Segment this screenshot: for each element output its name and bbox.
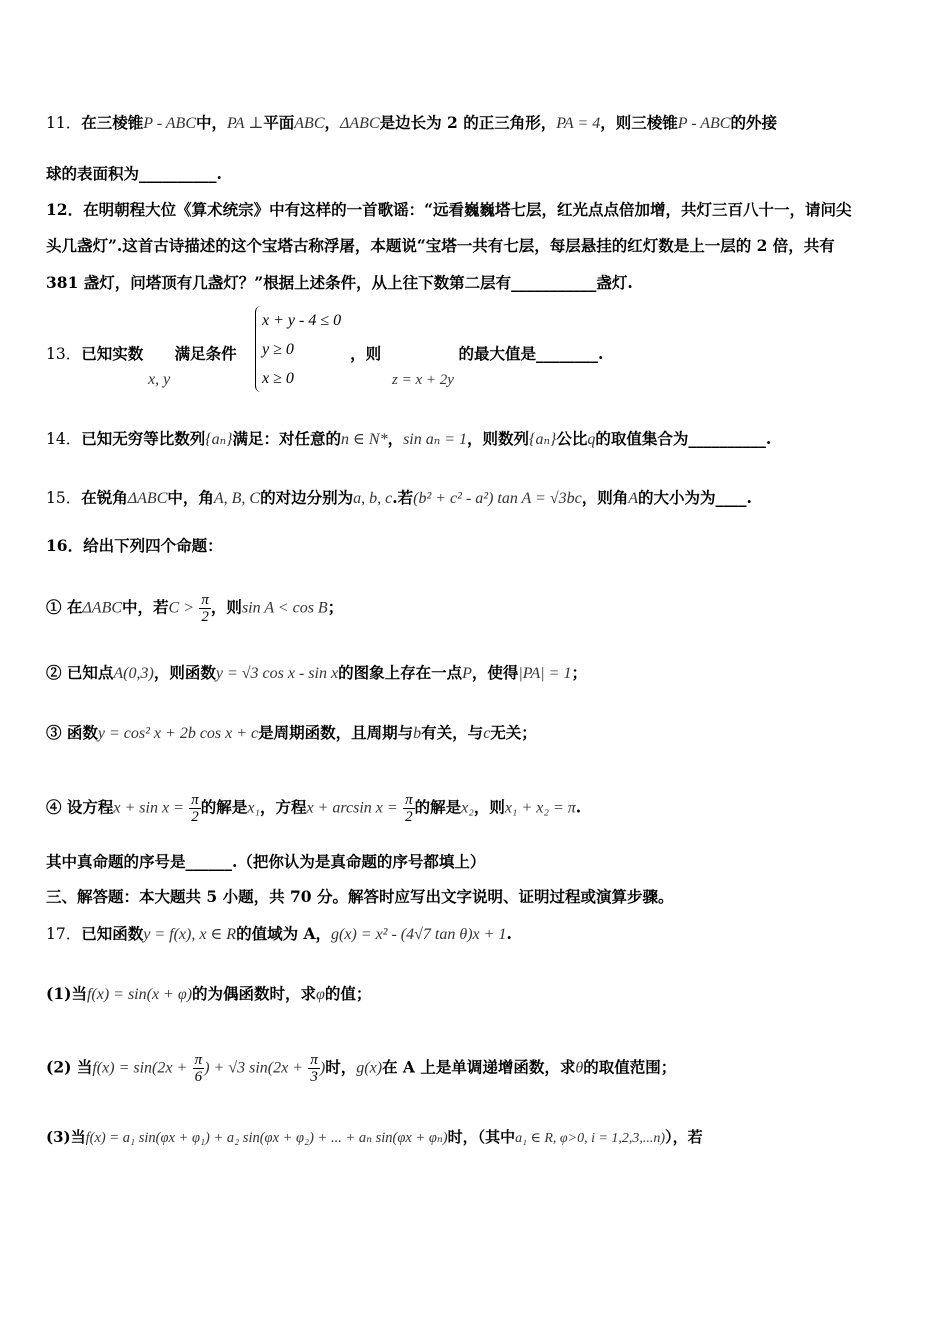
math-expression: c xyxy=(483,725,491,742)
math-expression: ΔABC xyxy=(127,490,168,507)
question-12-line-2: 头几盏灯”.这首古诗描述的这个宝塔古称浮屠，本题说“宝塔一共有七层，每层悬挂的红灯数是上一层的 2 倍，共有 xyxy=(46,236,835,255)
text-fragment: 平面 xyxy=(263,113,295,132)
math-expression: P - ABC xyxy=(677,115,731,132)
text-fragment: 3 xyxy=(310,1069,318,1085)
question-17-part-2 xyxy=(46,1052,910,1085)
text-fragment: ，方程 xyxy=(259,797,307,817)
text-fragment: 时， xyxy=(325,1057,357,1077)
text-fragment: 中，若 xyxy=(122,597,169,617)
question-14 xyxy=(46,428,910,451)
text-fragment: 是边长为 2 的正三角形， xyxy=(379,113,557,132)
section-3-heading: 三、解答题：本大题共 5 小题，共 70 分。解答时应写出文字说明、证明过程或演算步骤。 xyxy=(46,887,674,906)
math-expression: g(x) = x² - (4√7 tan θ)x + 1 xyxy=(331,926,507,943)
question-12-line-1: 12．在明朝程大位《算术统宗》中有这样的一首歌谣：“远看巍巍塔七层，红光点点倍加增，共灯三百八十一，请问尖 xyxy=(46,200,852,219)
question-17 xyxy=(46,923,910,946)
text-fragment: 已知实数 xyxy=(81,344,144,363)
text-fragment: ① 在 xyxy=(46,597,83,617)
text-fragment: ③ 函数 xyxy=(46,723,98,742)
text-fragment: π xyxy=(310,1052,318,1068)
question-11-line-2: 球的表面积为__________. xyxy=(46,164,222,183)
text-fragment: 有关，与 xyxy=(421,723,484,742)
text-fragment: 的取值范围； xyxy=(583,1057,677,1077)
text-fragment: ， xyxy=(387,429,404,448)
math-expression: |PA| = 1 xyxy=(518,665,572,682)
math-expression: sin A < cos B xyxy=(241,599,328,617)
math-expression: a, b, c xyxy=(353,490,393,507)
math-expression: f(x) = a₁ sin(φx + φ₁) + a₂ sin(φx + φ₂) + ... + aₙ sin(φx + φₙ) xyxy=(85,1130,448,1146)
text-fragment: 的解是 xyxy=(200,797,248,817)
question-16-intro: 16．给出下列四个命题： xyxy=(46,536,223,555)
text-fragment: 中， xyxy=(196,113,228,132)
text-fragment: (3)当 xyxy=(46,1128,86,1146)
text-fragment: ； xyxy=(327,597,344,617)
question-15 xyxy=(46,487,910,510)
math-expression: y = cos² x + 2b cos x + c xyxy=(97,725,259,742)
math-expression: ΔABC xyxy=(340,115,380,132)
math-expression: sin aₙ = 1 xyxy=(403,431,468,448)
text-fragment: 的外接 xyxy=(730,113,777,132)
question-11-line-1 xyxy=(46,112,910,135)
question-17-part-3 xyxy=(46,1126,910,1150)
text-fragment: 公比 xyxy=(556,429,588,448)
math-expression: x + arcsin x = xyxy=(306,799,398,817)
text-fragment: ，则角 xyxy=(581,488,629,507)
math-expression: θ xyxy=(575,1059,584,1077)
text-fragment: 15． xyxy=(46,489,82,507)
q13-vars: x, y xyxy=(148,371,171,388)
text-fragment: ，则数列 xyxy=(467,429,530,448)
text-fragment: (1)当 xyxy=(46,984,87,1003)
text-fragment: ② 已知点 xyxy=(46,663,114,682)
text-fragment: 中，角 xyxy=(167,488,214,507)
math-expression: ABC xyxy=(294,115,325,132)
text-fragment: 17． xyxy=(46,925,82,943)
question-12-line-3: 381 盏灯，问塔顶有几盏灯？”根据上述条件，从上往下数第二层有___________盏灯. xyxy=(46,273,633,292)
math-expression: y = √3 cos x - sin x xyxy=(215,665,339,682)
text-fragment: (2) 当 xyxy=(46,1057,93,1077)
text-fragment: 6 xyxy=(194,1069,203,1085)
text-fragment: 的取值集合为__________. xyxy=(595,429,772,448)
question-16-answer: 其中真命题的序号是______.（把你认为是真命题的序号都填上） xyxy=(46,852,486,871)
text-fragment: ，则 xyxy=(350,344,382,363)
math-expression: ΔABC xyxy=(82,599,123,617)
math-expression: x₁ + x₂ = π xyxy=(504,799,576,817)
math-expression: P xyxy=(462,665,472,682)
proposition-3 xyxy=(46,722,910,745)
proposition-4 xyxy=(46,792,910,825)
text-fragment: ），若 xyxy=(665,1128,703,1146)
proposition-2 xyxy=(46,662,910,685)
text-fragment: π xyxy=(405,792,413,808)
text-fragment: . xyxy=(575,797,582,817)
text-fragment: 的最大值是________. xyxy=(458,344,604,363)
math-expression: f(x) = sin(2x + xyxy=(92,1059,188,1077)
text-fragment: 在 A 上是单调递增函数，求 xyxy=(382,1057,576,1077)
text-fragment: 2 xyxy=(405,809,413,825)
text-fragment: 是周期函数，且周期与 xyxy=(258,723,414,742)
text-fragment: 2 xyxy=(191,809,199,825)
text-fragment: π xyxy=(201,592,209,608)
proposition-1 xyxy=(46,592,910,625)
math-expression: g(x) xyxy=(356,1059,383,1077)
q13-constraint-system: x + y - 4 ≤ 0 y ≥ 0 x ≥ 0 xyxy=(255,306,341,392)
text-fragment: 13． xyxy=(46,345,82,363)
text-fragment: 14． xyxy=(46,430,82,448)
text-fragment: 在三棱锥 xyxy=(81,113,144,132)
text-fragment: ，则三棱锥 xyxy=(600,113,678,132)
math-expression: x₁ xyxy=(247,799,260,817)
text-fragment: ，则 xyxy=(473,797,505,817)
text-fragment: ，使得 xyxy=(471,663,519,682)
text-fragment: . xyxy=(506,924,512,943)
text-fragment: ④ 设方程 xyxy=(46,797,114,817)
text-fragment: ，则 xyxy=(210,597,242,617)
math-expression: (b² + c² - a²) tan A = √3bc xyxy=(413,490,582,507)
math-expression: A, B, C xyxy=(213,490,261,507)
text-fragment: 的大小为为____. xyxy=(638,488,752,507)
text-fragment: 的值域为 A， xyxy=(236,924,332,943)
question-13 xyxy=(46,343,910,365)
math-expression: q xyxy=(587,431,596,448)
math-expression: ) xyxy=(319,1059,326,1077)
text-fragment: 的值； xyxy=(324,984,372,1003)
text-fragment: 的为偶函数时，求 xyxy=(192,984,317,1003)
math-expression: PA = 4 xyxy=(556,115,601,132)
text-fragment: 已知无穷等比数列 xyxy=(81,429,206,448)
math-expression: A(0,3) xyxy=(113,665,154,682)
text-fragment: 的对边分别为 xyxy=(260,488,354,507)
math-expression: n ∈ N* xyxy=(341,431,388,448)
math-expression: x₂ xyxy=(461,799,474,817)
text-fragment: 满足：对任意的 xyxy=(232,429,342,448)
math-expression: ) + √3 sin(2x + xyxy=(204,1059,303,1077)
math-expression: x + sin x = xyxy=(113,799,184,817)
text-fragment: ， xyxy=(324,113,341,132)
question-17-part-1 xyxy=(46,983,910,1006)
math-expression: C > xyxy=(168,599,194,617)
text-fragment: ； xyxy=(571,663,587,682)
text-fragment: 2 xyxy=(201,609,209,625)
math-expression: {aₙ} xyxy=(205,431,233,448)
math-expression: f(x) = sin(x + φ) xyxy=(86,986,193,1003)
math-expression: b xyxy=(413,725,422,742)
text-fragment: 的解是 xyxy=(414,797,462,817)
text-fragment: 的图象上存在一点 xyxy=(338,663,463,682)
text-fragment: .若 xyxy=(392,488,414,507)
text-fragment: 时，（其中 xyxy=(447,1128,516,1146)
math-expression: A xyxy=(628,490,639,507)
text-fragment: ，则函数 xyxy=(153,663,216,682)
math-expression: {aₙ} xyxy=(529,431,557,448)
text-fragment: π xyxy=(191,792,199,808)
text-fragment: 在锐角 xyxy=(81,488,128,507)
math-expression: a₁ ∈ R, φ>0, i = 1,2,3,...n) xyxy=(515,1131,666,1146)
text-fragment: 11． xyxy=(46,114,82,132)
text-fragment: 已知函数 xyxy=(81,924,144,943)
text-fragment: π xyxy=(194,1052,203,1068)
text-fragment: 无关； xyxy=(490,723,537,742)
math-expression: φ xyxy=(316,986,325,1003)
text-fragment: 满足条件 xyxy=(174,344,237,363)
math-expression: PA ⊥ xyxy=(227,115,264,132)
math-expression: P - ABC xyxy=(143,115,196,132)
q13-objective: z = x + 2y xyxy=(392,372,454,388)
math-expression: y = f(x), x ∈ R xyxy=(143,926,237,943)
